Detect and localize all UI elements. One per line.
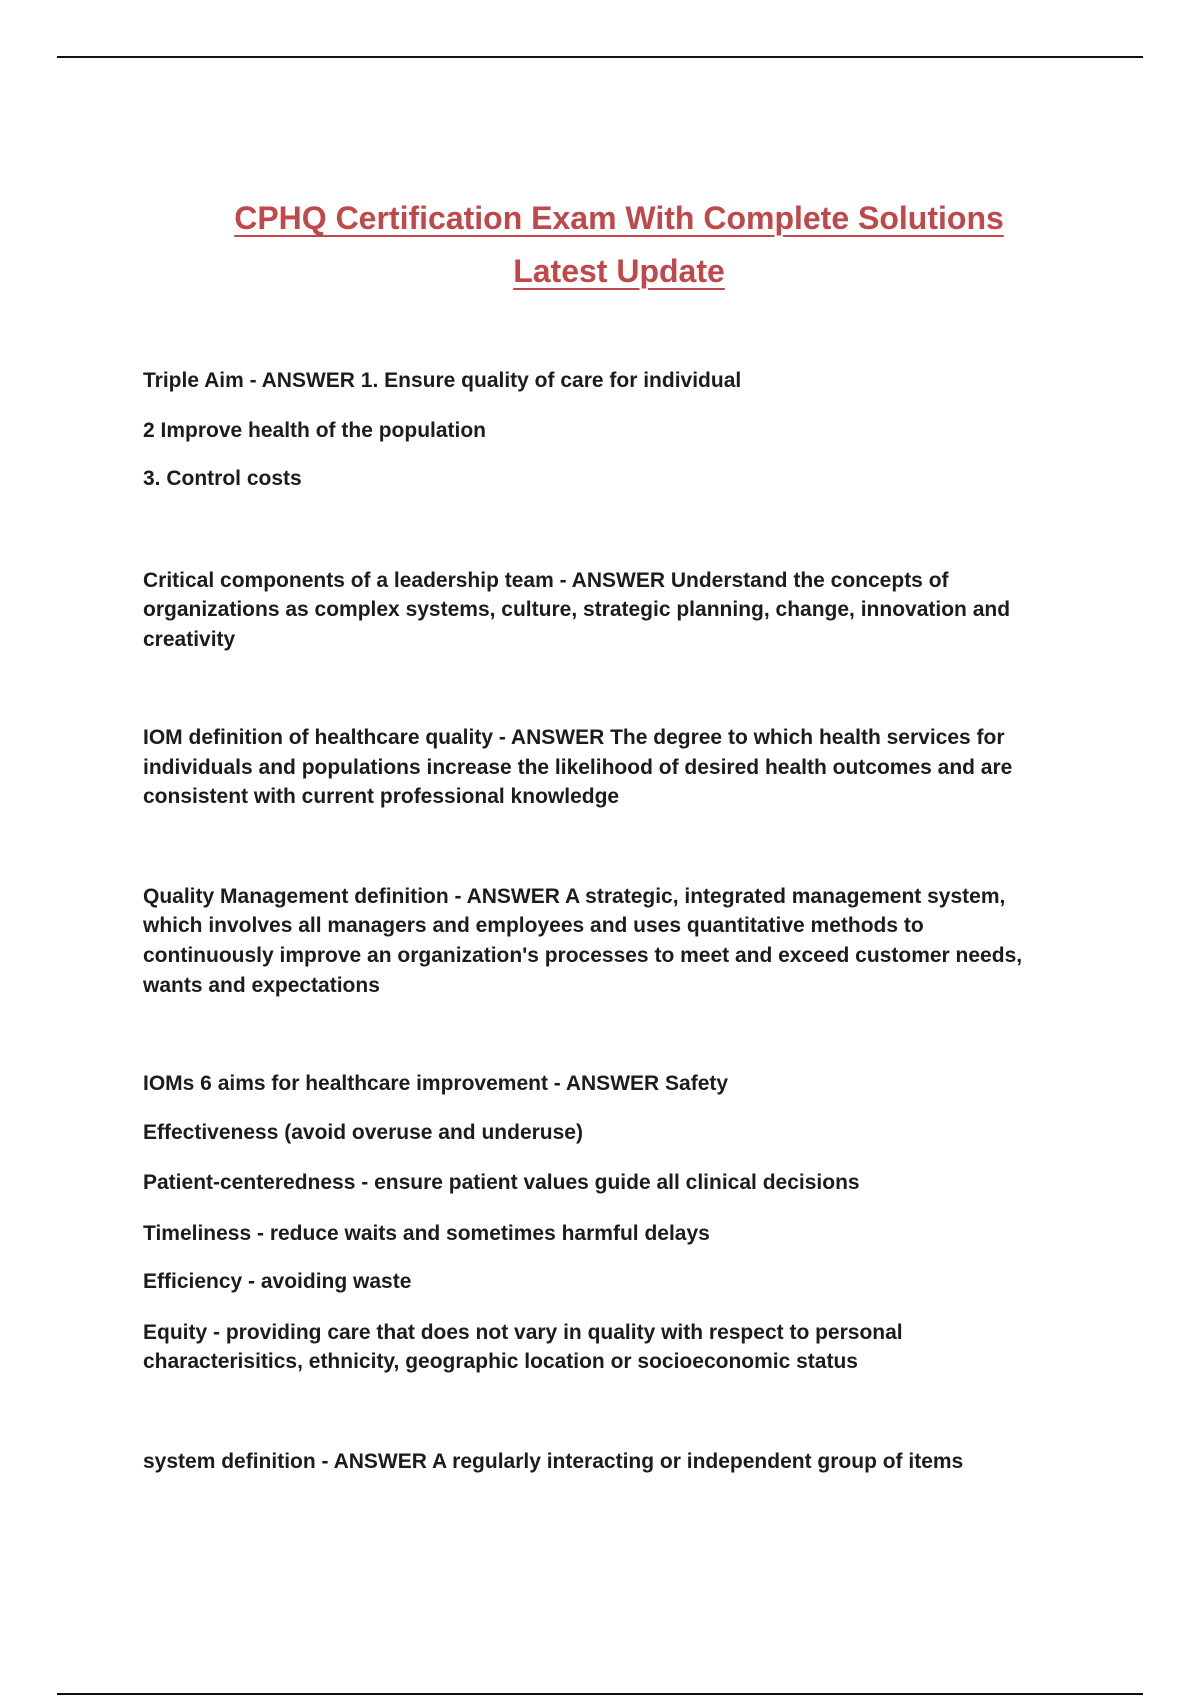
title-line-1: CPHQ Certification Exam With Complete Solutions [234, 200, 1004, 236]
entry-quality-management-line-3: continuously improve an organization's processes to meet and exceed customer needs, [143, 944, 1023, 967]
entry-six-aims-line-5: Efficiency - avoiding waste [143, 1270, 412, 1293]
entry-six-aims-line-4: Timeliness - reduce waits and sometimes harmful delays [143, 1222, 710, 1245]
entry-triple-aim-line-1: Triple Aim - ANSWER 1. Ensure quality of care for individual [143, 369, 742, 392]
entry-quality-management-line-2: which involves all managers and employees and uses quantitative methods to [143, 914, 924, 937]
entry-six-aims-line-1: IOMs 6 aims for healthcare improvement - ANSWER Safety [143, 1072, 729, 1095]
entry-six-aims-line-6: Equity - providing care that does not vary in quality with respect to personal [143, 1321, 903, 1344]
entry-iom-definition-line-1: IOM definition of healthcare quality - ANSWER The degree to which health services for [143, 726, 1005, 749]
entry-triple-aim-line-3: 3. Control costs [143, 467, 302, 490]
entry-triple-aim-line-2: 2 Improve health of the population [143, 419, 487, 442]
entry-system-definition-line-1: system definition - ANSWER A regularly interacting or independent group of items [143, 1450, 964, 1473]
entry-leadership-line-3: creativity [143, 628, 236, 651]
entry-iom-definition-line-3: consistent with current professional knowledge [143, 785, 620, 808]
entry-quality-management-line-4: wants and expectations [143, 974, 380, 997]
entry-six-aims-line-3: Patient-centeredness - ensure patient values guide all clinical decisions [143, 1171, 860, 1194]
entry-quality-management-line-1: Quality Management definition - ANSWER A strategic, integrated management system, [143, 885, 1006, 908]
document-title [120, 192, 1118, 298]
entry-leadership-line-2: organizations as complex systems, culture, strategic planning, change, innovation and [143, 598, 1011, 621]
entry-six-aims-line-7: characterisitics, ethnicity, geographic location or socioeconomic status [143, 1350, 858, 1373]
bottom-rule [57, 1693, 1143, 1695]
entry-six-aims-line-2: Effectiveness (avoid overuse and underuse) [143, 1121, 583, 1144]
entry-leadership-line-1: Critical components of a leadership team - ANSWER Understand the concepts of [143, 569, 949, 592]
top-rule [57, 56, 1143, 58]
entry-iom-definition-line-2: individuals and populations increase the likelihood of desired health outcomes and are [143, 756, 1013, 779]
title-line-2: Latest Update [513, 253, 725, 289]
